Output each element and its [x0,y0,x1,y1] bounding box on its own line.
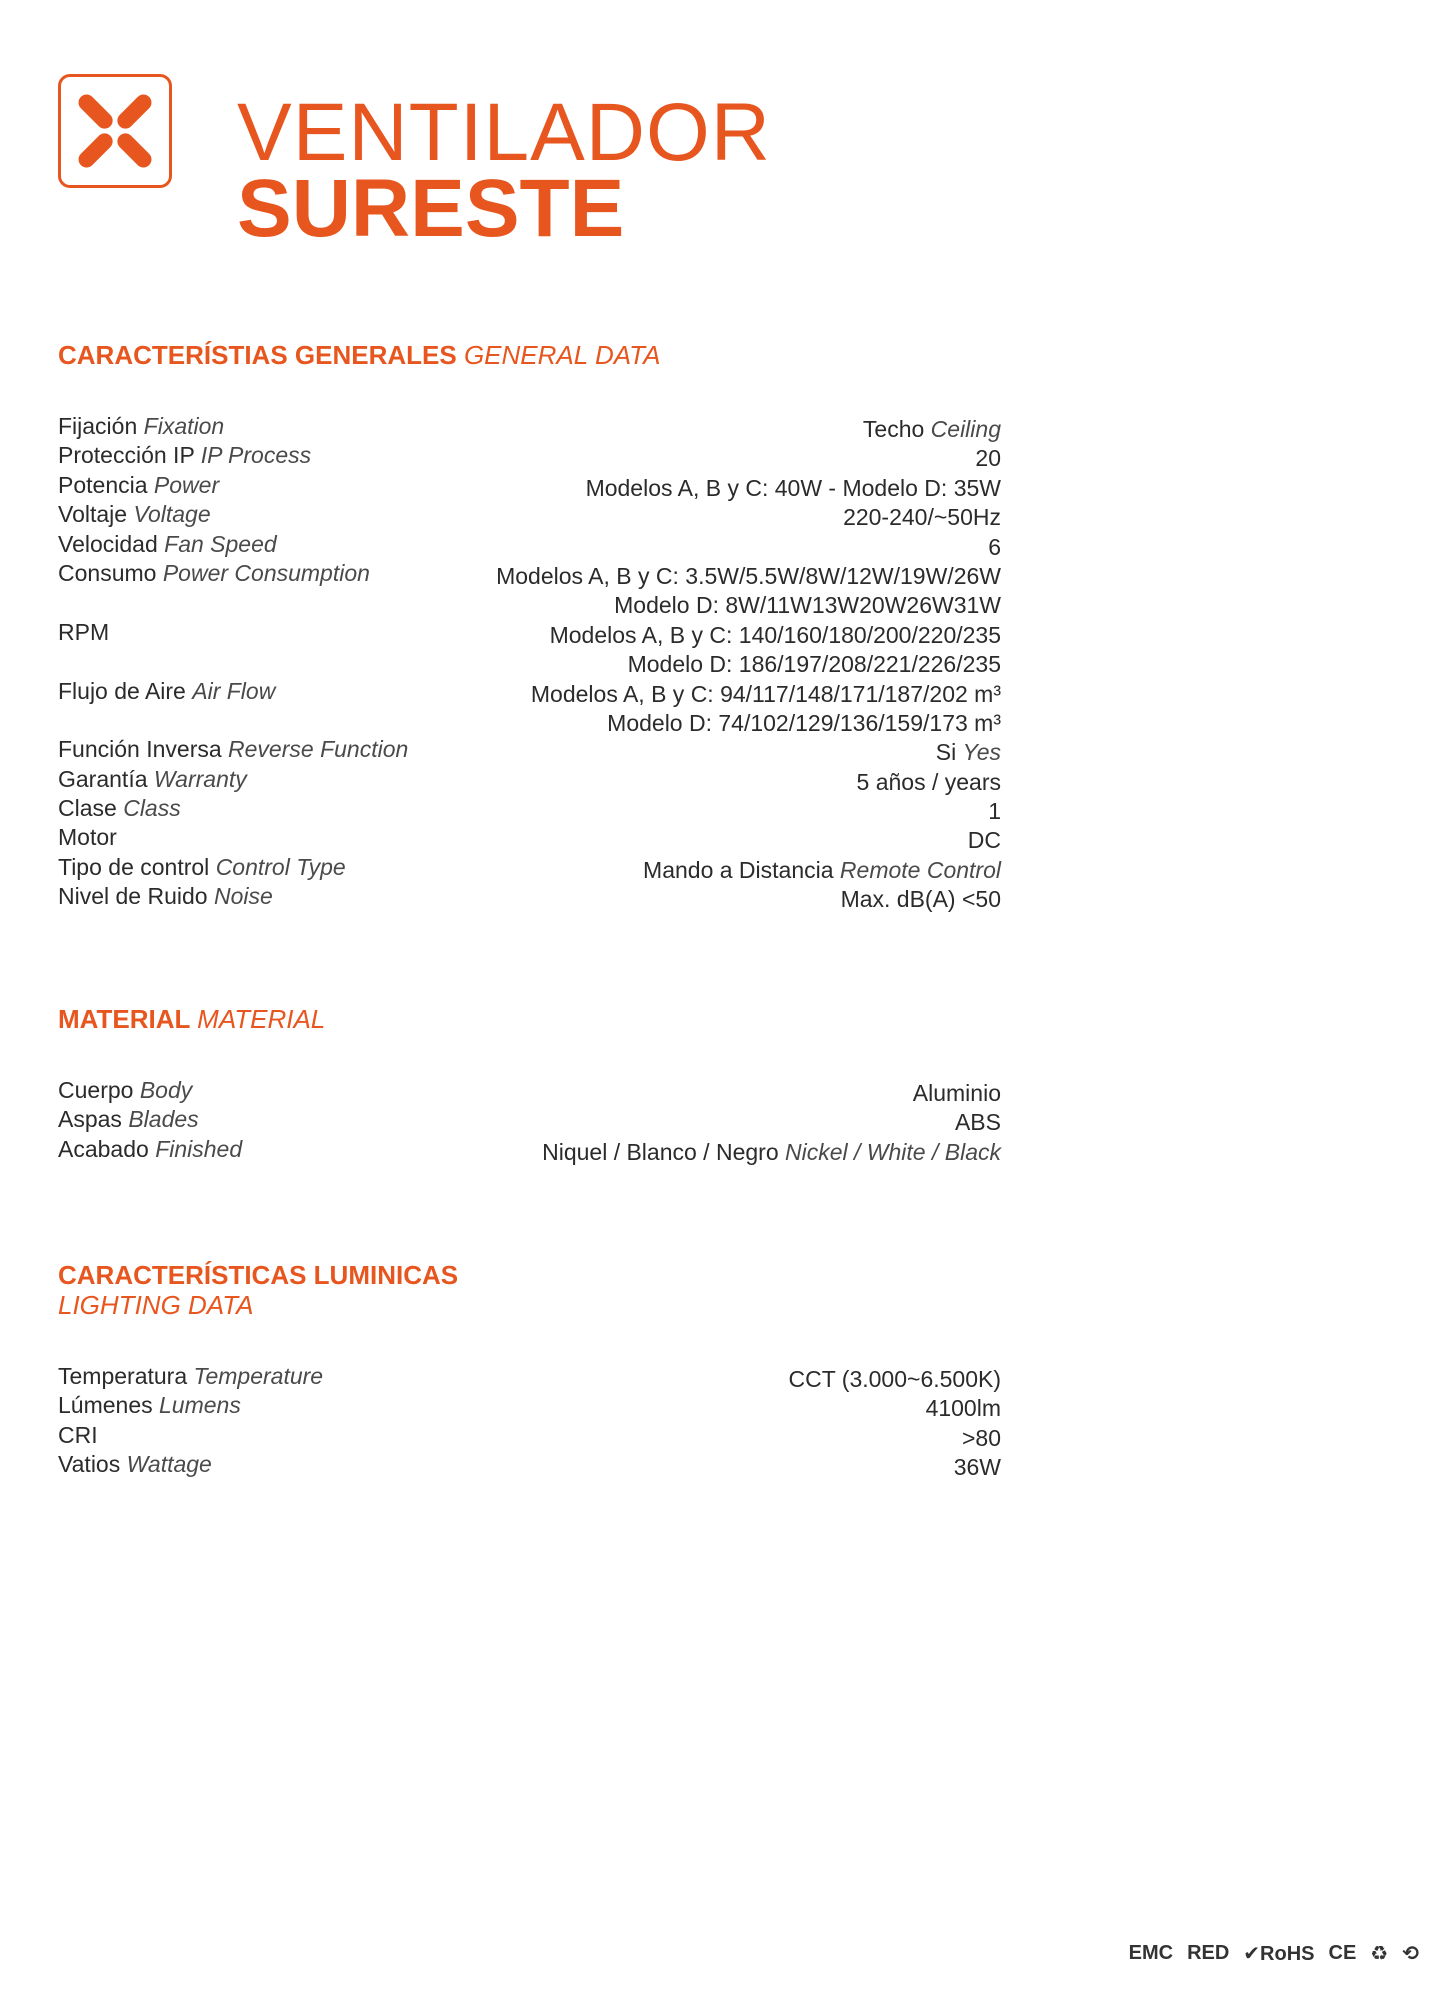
spec-value [628,650,1001,679]
spec-row [58,412,1001,441]
brand-logo [58,74,172,188]
spec-label [58,618,109,647]
spec-label-es: Consumo [58,559,157,586]
spec-value [614,591,1001,620]
title-line-2: SURESTE [237,163,625,254]
spec-value-es: Niquel / Blanco / Negro [542,1138,779,1165]
certification-mark: ♻ [1370,1942,1389,1965]
spec-row [58,1421,1001,1450]
spec-row [58,882,1001,911]
spec-label-es: Flujo de Aire [58,677,186,704]
spec-value-es: DC [967,827,1001,854]
spec-label [58,735,408,764]
spec-label-es: Motor [58,824,117,851]
spec-label [58,1362,323,1391]
spec-label-es: Fijación [58,413,138,439]
certification-mark: RED [1187,1941,1230,1964]
spec-label-es: Acabado [58,1135,149,1162]
spec-label [58,500,211,529]
spec-value [988,797,1001,826]
x-logo-icon [61,77,169,185]
spec-label-es: Temperatura [58,1363,188,1389]
spec-value-es: CCT (3.000~6.500K) [788,1366,1001,1392]
spec-label-en: Power [153,471,220,498]
spec-label-en: IP Process [200,442,312,469]
spec-label [58,1450,212,1479]
spec-value [863,415,1001,444]
general-data-heading [58,340,660,370]
spec-row [58,441,1001,470]
spec-row [58,1135,1001,1164]
spec-label-en: Voltage [133,501,211,528]
spec-value [926,1394,1001,1423]
certification-marks [1129,1938,1419,1968]
spec-label-en: Temperature [193,1363,324,1389]
spec-label [58,559,370,588]
lighting-heading [58,1260,458,1320]
material-heading-en: MATERIAL [197,1004,326,1034]
material-heading [58,1004,325,1034]
spec-value-es: >80 [961,1424,1001,1451]
spec-label-es: Aspas [58,1106,122,1133]
spec-label [58,1421,98,1450]
spec-value-es: 5 años / years [856,768,1001,795]
certification-mark: CE [1328,1941,1357,1964]
spec-value-es: Modelos A, B y C: 94/117/148/171/187/202 m³ [530,680,1001,707]
spec-value-en: Ceiling [930,416,1001,442]
spec-value [643,856,1001,885]
spec-label-es: Función Inversa [58,736,222,763]
spec-row [58,794,1001,823]
spec-value-en: Remote Control [839,856,1001,883]
spec-label-en: Body [139,1077,193,1103]
spec-label [58,1135,242,1164]
title-line-1: VENTILADOR [237,87,771,178]
general-data-table [58,412,1001,912]
spec-label-en: Reverse Function [228,736,409,763]
spec-value-es: 20 [975,445,1001,472]
spec-row [58,471,1001,500]
spec-label-es: Velocidad [58,530,158,557]
spec-label [58,1391,241,1420]
spec-value-es: Si [935,739,957,766]
spec-value [496,562,1001,591]
spec-label [58,1076,192,1105]
spec-label-es: Lúmenes [58,1392,153,1419]
general-heading-en: GENERAL DATA [463,340,661,370]
spec-label-es: Protección IP [58,442,195,469]
spec-label-es: RPM [58,618,110,645]
spec-label [58,794,181,823]
material-table [58,1076,1001,1164]
spec-value [531,680,1001,709]
spec-label [58,765,247,794]
spec-label [58,853,346,882]
lighting-table [58,1362,1001,1480]
spec-label-en: Fixation [143,413,225,439]
spec-label [58,471,219,500]
spec-value-en: Yes [962,739,1001,766]
spec-row [58,1391,1001,1420]
spec-row [58,1450,1001,1479]
spec-row [58,588,1001,617]
spec-value-es: 220-240/~50Hz [843,504,1001,531]
spec-value-es: 1 [988,798,1001,825]
spec-label-en: Power Consumption [162,559,370,586]
spec-label-es: Voltaje [58,501,128,528]
spec-value [954,1453,1001,1482]
spec-value-es: 36W [953,1454,1001,1481]
spec-label [58,823,117,852]
certification-mark: ✔RoHS [1243,1942,1315,1965]
spec-label-en: Finished [155,1135,243,1162]
spec-row [58,677,1001,706]
spec-label [58,882,273,911]
spec-label-en: Control Type [215,853,346,880]
spec-value [936,738,1001,767]
spec-row [58,1105,1001,1134]
spec-row [58,853,1001,882]
spec-row [58,618,1001,647]
spec-value-es: 4100lm [925,1395,1001,1422]
spec-value-es: Techo [862,416,925,442]
lighting-heading-es: CARACTERÍSTICAS LUMINICAS [58,1260,459,1290]
spec-row [58,647,1001,676]
spec-label-es: Garantía [58,765,148,792]
spec-value-es: Modelos A, B y C: 3.5W/5.5W/8W/12W/19W/26W [496,562,1001,589]
certification-mark: EMC [1128,1941,1174,1964]
spec-value-es: Max. dB(A) <50 [840,886,1001,913]
spec-value [913,1079,1001,1108]
spec-value [841,885,1001,914]
spec-value [607,709,1001,738]
spec-row [58,1076,1001,1105]
spec-value-es: ABS [954,1109,1001,1136]
spec-label-es: Nivel de Ruido [58,883,208,910]
spec-label-es: Clase [58,795,117,822]
spec-label-en: Noise [213,883,273,910]
certification-mark: ⟲ [1402,1942,1419,1965]
spec-value [550,621,1001,650]
spec-value-es: Mando a Distancia [643,856,834,883]
spec-row [58,706,1001,735]
spec-label-es: Tipo de control [58,853,210,880]
spec-label [58,677,275,706]
spec-value [789,1365,1001,1394]
spec-row [58,1362,1001,1391]
spec-label-en: Air Flow [192,677,276,704]
spec-label [58,530,277,559]
spec-label-en: Lumens [159,1392,241,1419]
general-heading-es: CARACTERÍSTIAS GENERALES [58,340,457,370]
spec-value [955,1108,1001,1137]
spec-value-es: Modelos A, B y C: 140/160/180/200/220/235 [549,621,1001,648]
spec-label-es: Potencia [58,471,148,498]
spec-label [58,441,311,470]
spec-value [586,474,1001,503]
spec-value [962,1424,1001,1453]
spec-label-es: Vatios [58,1451,121,1478]
spec-value [843,503,1001,532]
spec-row [58,530,1001,559]
spec-value [542,1138,1001,1167]
lighting-heading-en: LIGHTING DATA [58,1290,254,1320]
spec-label [58,1105,199,1134]
spec-label [58,412,224,441]
spec-row [58,735,1001,764]
spec-value-es: Modelo D: 186/197/208/221/226/235 [627,651,1001,678]
spec-row [58,765,1001,794]
spec-label-en: Blades [128,1106,199,1133]
material-heading-es: MATERIAL [58,1004,190,1034]
spec-value-es: 6 [988,533,1001,560]
spec-row [58,823,1001,852]
spec-value [975,444,1001,473]
spec-label-en: Warranty [153,765,247,792]
spec-label-es: CRI [58,1421,98,1448]
spec-value-es: Modelo D: 74/102/129/136/159/173 m³ [607,709,1001,736]
product-title [237,87,771,254]
spec-value [968,826,1001,855]
spec-label-en: Fan Speed [164,530,277,557]
spec-value [988,533,1001,562]
spec-label-en: Class [123,795,181,822]
spec-row [58,559,1001,588]
spec-value-en: Nickel / White / Black [785,1138,1001,1165]
spec-label-en: Wattage [126,1451,212,1478]
spec-value-es: Modelos A, B y C: 40W - Modelo D: 35W [585,474,1001,501]
spec-value [857,768,1001,797]
spec-value-es: Aluminio [912,1080,1001,1106]
spec-value-es: Modelo D: 8W/11W13W20W26W31W [614,592,1001,619]
spec-label-es: Cuerpo [58,1077,134,1103]
spec-row [58,500,1001,529]
